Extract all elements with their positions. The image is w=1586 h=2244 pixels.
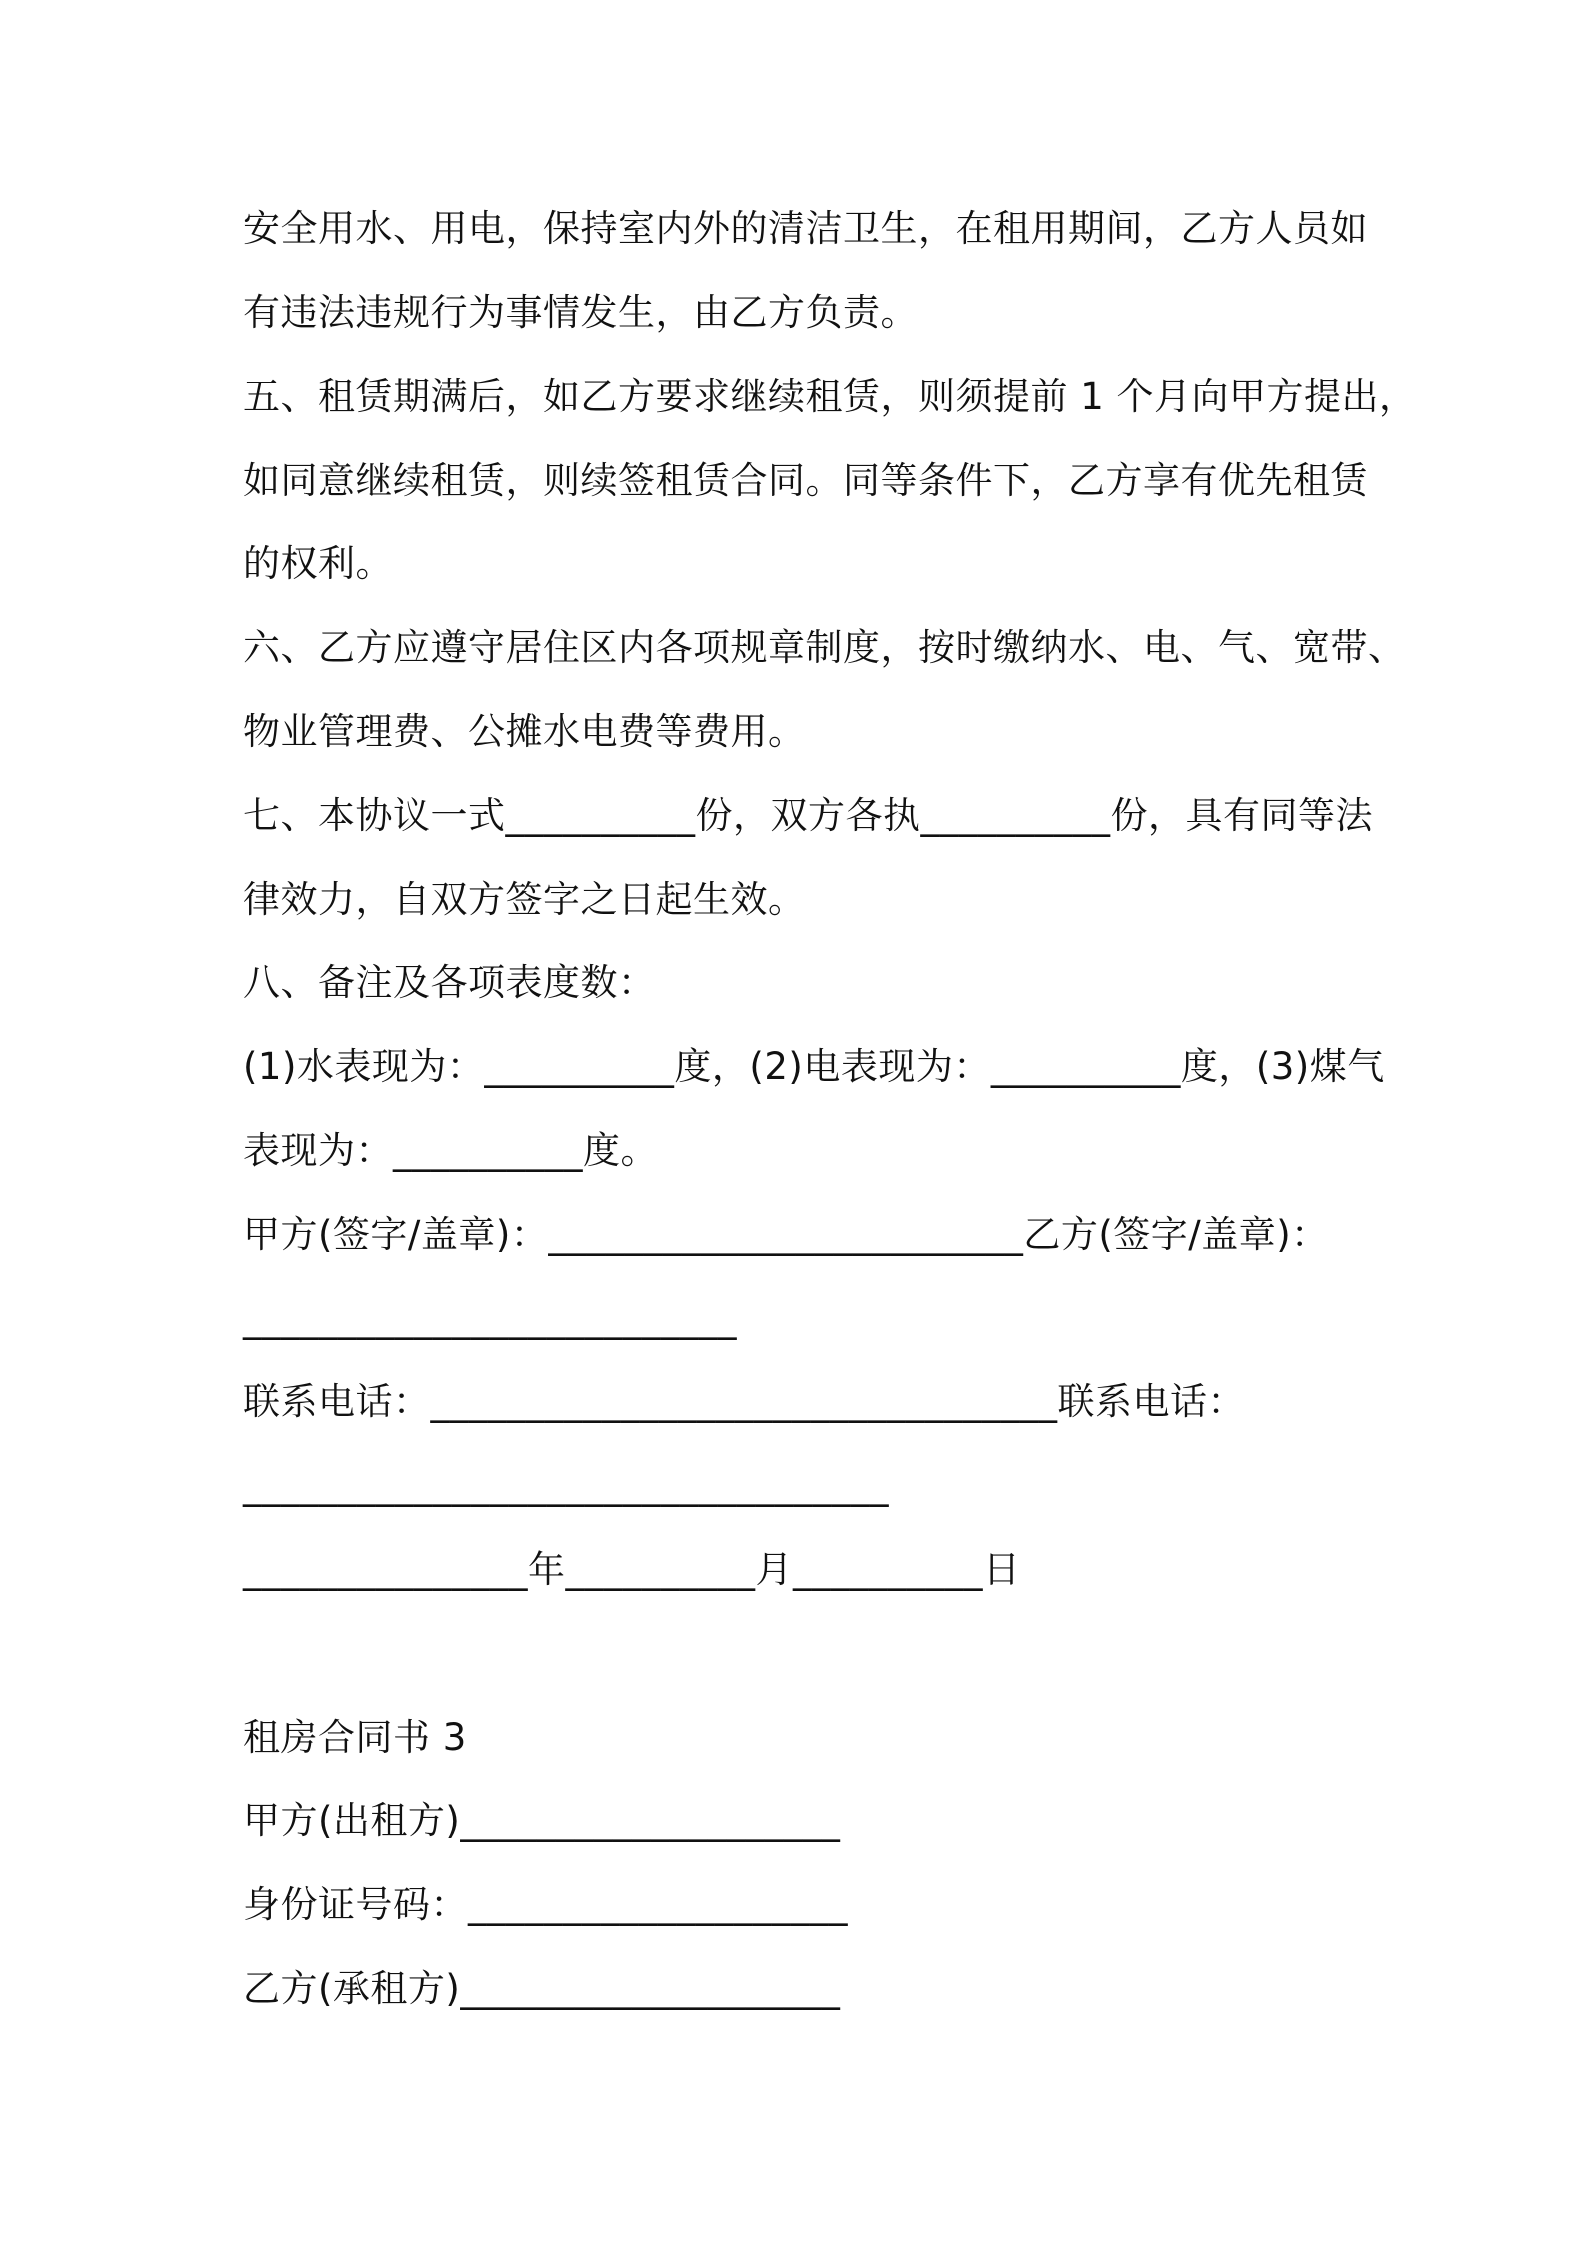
text-line: 安全用水、用电，保持室内外的清洁卫生，在租用期间，乙方人员如 — [243, 207, 1368, 250]
text-line: 有违法违规行为事情发生，由乙方负责。 — [243, 291, 918, 334]
text-line: 五、租赁期满后，如乙方要求继续租赁，则须提前 1 个月向甲方提出， — [243, 375, 1417, 418]
text-line: (1)水表现为：__________度，(2)电表现为：__________度，(3)煤气 — [243, 1045, 1385, 1088]
text-line: 如同意继续租赁，则续签租赁合同。同等条件下，乙方享有优先租赁 — [243, 459, 1368, 502]
id-number-field: 身份证号码：____________________ — [243, 1883, 848, 1926]
lessor-field: 甲方(出租方)____________________ — [243, 1799, 841, 1842]
text-line: 律效力，自双方签字之日起生效。 — [243, 878, 806, 921]
blank-line: __________________________ — [243, 1297, 737, 1340]
text-line: 六、乙方应遵守居住区内各项规章制度，按时缴纳水、电、气、宽带、 — [243, 626, 1406, 669]
lessee-field: 乙方(承租方)____________________ — [243, 1967, 841, 2010]
text-line: 的权利。 — [243, 542, 393, 585]
signature-line: 甲方(签字/盖章)：_________________________乙方(签字/盖章)： — [243, 1213, 1329, 1256]
text-line: 表现为：__________度。 — [243, 1129, 658, 1172]
section-title: 租房合同书 3 — [243, 1716, 467, 1759]
text-line: 物业管理费、公摊水电费等费用。 — [243, 710, 806, 753]
phone-line: 联系电话：_________________________________联系电话： — [243, 1380, 1245, 1423]
text-line: 八、备注及各项表度数： — [243, 961, 656, 1004]
text-line: 七、本协议一式__________份，双方各执__________份，具有同等法 — [243, 794, 1373, 837]
date-line: _______________年__________月__________日 — [243, 1548, 1021, 1591]
blank-line: __________________________________ — [243, 1464, 889, 1507]
